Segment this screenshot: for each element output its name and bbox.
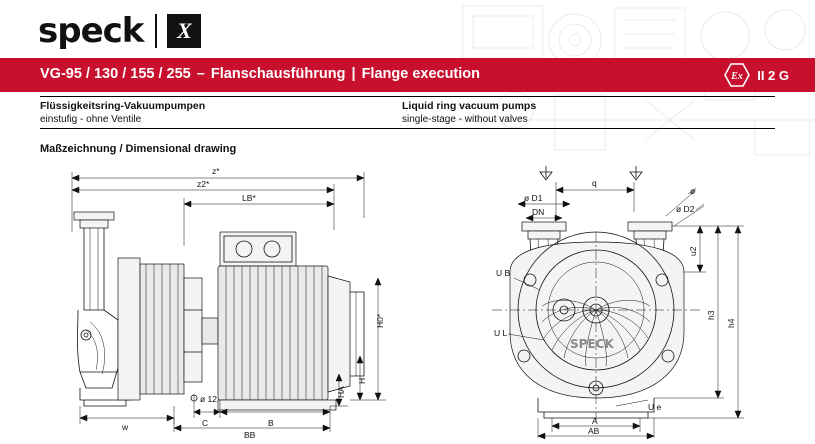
subtitle-rule-top [40,96,775,97]
label-bb: BB [244,430,256,440]
label-w: w [122,422,129,432]
label-c: C [202,418,209,428]
label-b: B [268,418,274,428]
subtitle-rule-bottom [40,128,775,129]
subtitle-english [402,100,536,125]
label-z: z* [212,166,220,176]
atex-class-label: II 2 G [757,67,789,83]
page-title [40,66,480,82]
label-h0: H0* [375,313,385,328]
brand-wordmark: speck [38,11,144,51]
label-d2-a: ø [690,186,696,196]
dimensional-drawing-side-view [34,160,434,438]
atex-hex-icon [724,63,750,87]
section-title: Maßzeichnung / Dimensional drawing [40,143,237,155]
svg-text:Ex: Ex [731,71,744,82]
label-ul: U L [494,328,508,338]
label-ub: U B [496,268,511,278]
label-h: H [357,377,367,384]
label-ue: U e [648,402,662,412]
logo-divider [155,14,157,48]
title-models: VG-95 / 130 / 155 / 255 [40,66,191,82]
subtitle-german [40,100,205,125]
label-h3: h3 [706,310,716,320]
label-u2: u2 [688,246,698,256]
label-d12: ø 12 [200,394,218,404]
subtitle-german-bold: Flüssigkeitsring-Vakuumpumpen [40,100,206,112]
subtitle-english-normal: single-stage - without valves [402,114,528,125]
label-a: A [592,416,598,426]
logo-mark-glyph: X [177,18,192,43]
subtitle-english-bold: Liquid ring vacuum pumps [402,100,537,112]
logo-mark-icon [167,14,201,48]
label-lb: LB* [242,193,256,203]
title-divider: | [351,66,356,82]
label-d1: ø D1 [524,193,543,203]
dimensional-drawing-front-view [452,160,797,438]
title-de: Flanschausführung [210,66,346,82]
subtitle-german-normal: einstufig - ohne Ventile [40,114,142,125]
brand-logo [38,11,201,51]
title-bar [0,58,815,92]
label-ab: AB [588,426,600,436]
atex-marking [724,63,789,87]
title-en: Flange execution [361,66,481,82]
label-ha: HA [336,386,346,398]
label-q: q [592,178,597,188]
label-h4: h4 [726,318,736,328]
label-d2: ø D2 [676,204,695,214]
casing-watermark: SPECK [570,337,614,351]
label-dn: DN [532,207,545,217]
title-dash: – [196,66,205,82]
label-z2: z2* [197,179,210,189]
